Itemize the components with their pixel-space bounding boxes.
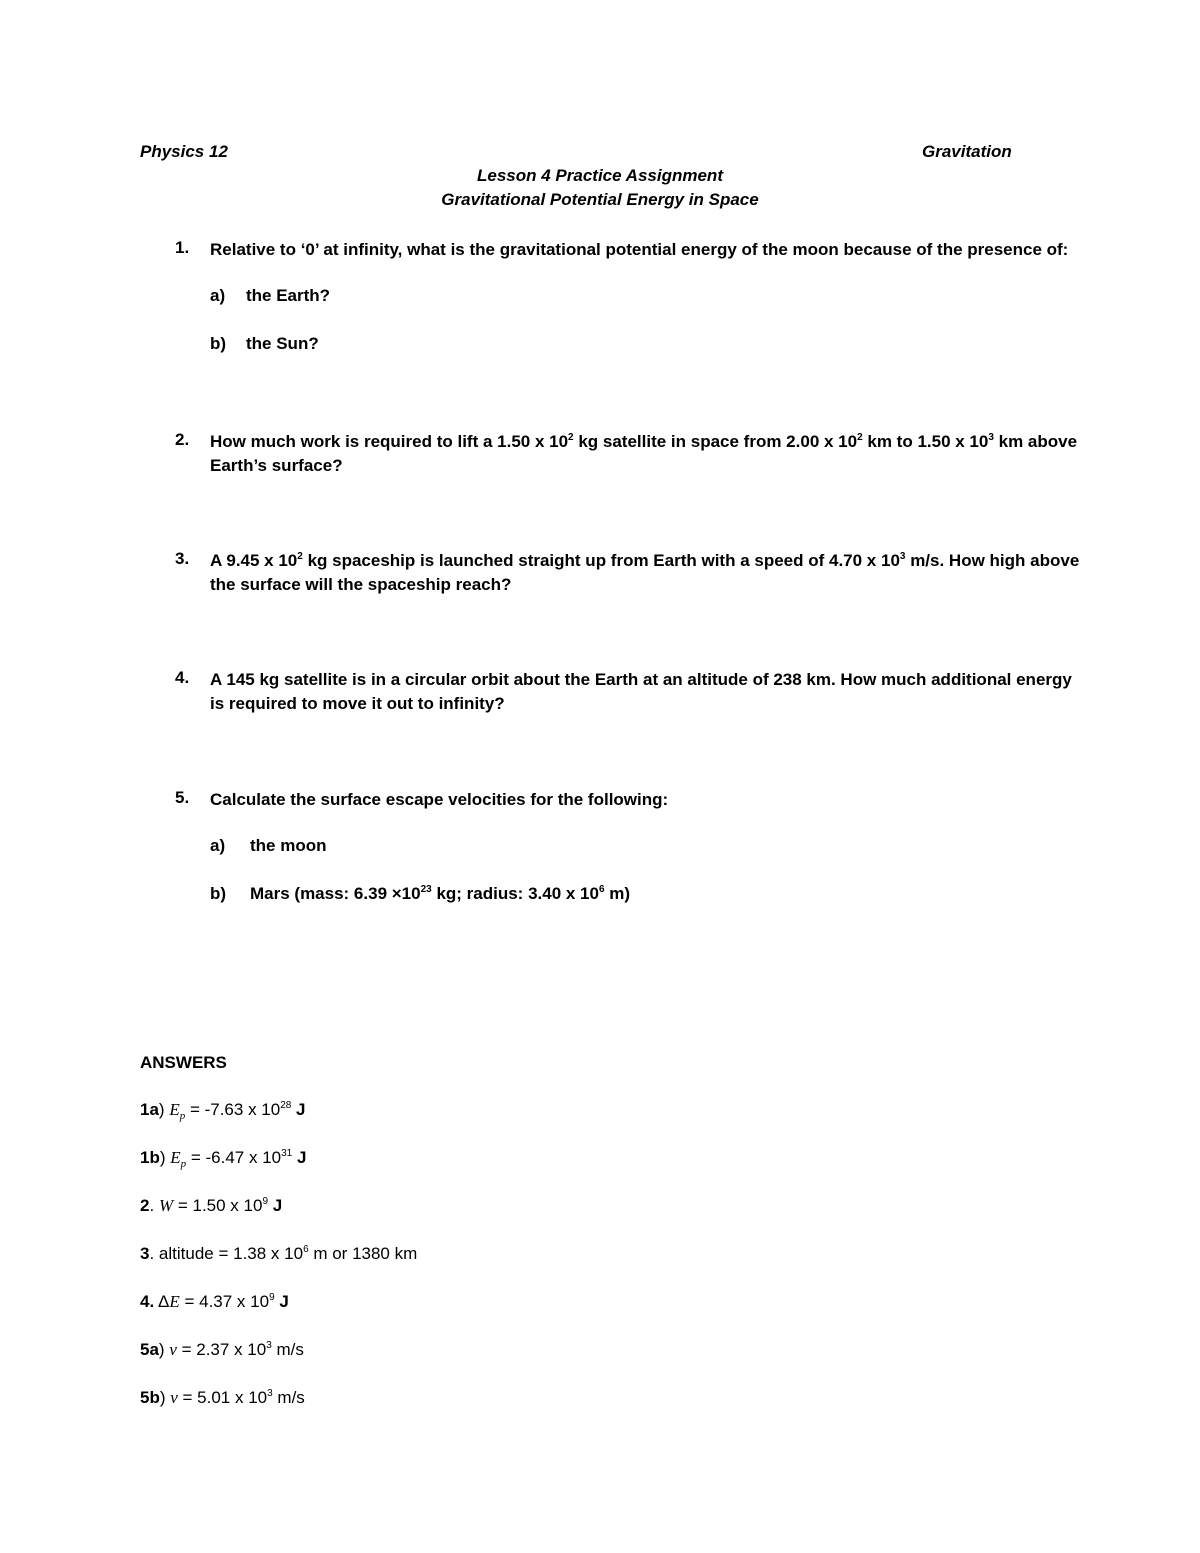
- question-4-number: 4.: [175, 668, 190, 687]
- question-2-line-2: Earth’s surface?: [210, 456, 343, 475]
- question-3-line-2: the surface will the spaceship reach?: [210, 575, 512, 594]
- answer-3: 3. altitude = 1.38 x $10^6$ m or 1380 km: [140, 1244, 418, 1263]
- question-2-line-1: How much work is required to lift a 1.50 x $10^2$ kg satellite in space from 2.00 x $10^2$ km to 1.50 x $10^3$ km above: [210, 432, 1078, 451]
- question-1b-label: b): [210, 334, 227, 353]
- question-1-text: Relative to ‘0’ at infinity, what is the gravitational potential energy of the moon because of the presence of:: [210, 240, 1069, 259]
- question-5-text: Calculate the surface escape velocities for the following:: [210, 790, 669, 809]
- question-4-line-2: is required to move it out to infinity?: [210, 694, 505, 713]
- page-subtitle: Gravitational Potential Energy in Space: [441, 190, 759, 209]
- answer-5a: 5a) v = 2.37 x $10^3$ m/s: [140, 1340, 304, 1359]
- question-5a-text: the moon: [250, 836, 327, 855]
- answer-1a: 1a) $E_p = -7.63$ x $10^{28}$ J: [140, 1100, 306, 1122]
- question-5a-label: a): [210, 836, 226, 855]
- question-4-line-1: A 145 kg satellite is in a circular orbit about the Earth at an altitude of 238 km. How much additional energy: [210, 670, 1072, 689]
- answer-1b: 1b) $E_p = -6.47$ x $10^{31}$ J: [140, 1148, 307, 1170]
- answer-4: 4. ΔE = 4.37 x $10^9$ J: [140, 1292, 289, 1311]
- header-unit: Gravitation: [922, 142, 1012, 161]
- question-3-number: 3.: [175, 549, 190, 568]
- answers-heading: ANSWERS: [140, 1053, 227, 1072]
- question-5b-label: b): [210, 884, 227, 903]
- question-2-number: 2.: [175, 430, 190, 449]
- header-course: Physics 12: [140, 142, 228, 161]
- answer-2: 2. W = 1.50 x $10^9$ J: [140, 1196, 283, 1215]
- page-title: Lesson 4 Practice Assignment: [477, 166, 723, 185]
- question-5b-text: Mars (mass: $6.39 \times 10^{23}$ kg; radius: 3.40 x $10^6$ m): [250, 884, 631, 903]
- question-1b-text: the Sun?: [246, 334, 319, 353]
- question-1-number: 1.: [175, 238, 190, 257]
- question-1a-label: a): [210, 286, 226, 305]
- question-3-line-1: A 9.45 x $10^2$ kg spaceship is launched straight up from Earth with a speed of 4.70 x $10^3$ m/s. How high above: [210, 551, 1080, 570]
- answer-5b: 5b) v = 5.01 x $10^3$ m/s: [140, 1388, 305, 1407]
- question-1a-text: the Earth?: [246, 286, 331, 305]
- question-5-number: 5.: [175, 788, 190, 807]
